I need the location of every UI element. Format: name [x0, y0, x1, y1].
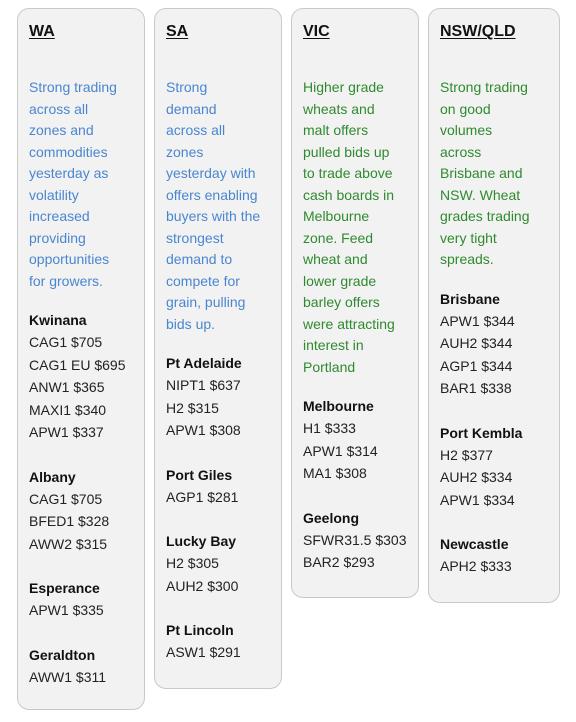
- grade-price: AUH2 $334: [440, 469, 513, 485]
- port-block: [166, 464, 281, 509]
- grade-price: AWW2 $315: [29, 535, 108, 552]
- grade-price: MA1 $308: [303, 465, 367, 481]
- market-commentary: [166, 77, 281, 335]
- commentary-line: across: [440, 143, 482, 160]
- commentary-line: volatility: [29, 186, 79, 203]
- commentary-line: cash boards in: [303, 186, 395, 203]
- commentary-line: Strong trading: [440, 79, 528, 95]
- commentary-line: barley offers: [303, 294, 380, 310]
- port-name: Melbourne: [303, 398, 374, 414]
- commentary-line: grades trading: [440, 208, 530, 224]
- port-name: Lucky Bay: [166, 533, 237, 549]
- grade-price: AUH2 $344: [440, 335, 513, 351]
- commentary-line: spreads.: [440, 251, 494, 267]
- commentary-line: Strong: [166, 79, 208, 95]
- commentary-line: wheats and: [303, 100, 375, 117]
- commentary-line: to trade above: [303, 165, 393, 181]
- commentary-line: wheat and: [303, 251, 368, 267]
- commentary-line: malt offers: [303, 122, 369, 138]
- commentary-line: increased: [29, 208, 90, 224]
- commentary-line: commodities: [29, 143, 108, 160]
- state-card-nsw-qld: [428, 8, 560, 603]
- commentary-line: buyers with the: [166, 208, 261, 224]
- port-block: [29, 466, 144, 556]
- port-name: Geelong: [303, 509, 360, 526]
- commentary-line: across all: [29, 100, 89, 117]
- commentary-line: Portland: [303, 358, 356, 375]
- grade-price: CAG1 $705: [29, 334, 103, 350]
- grade-price: BAR2 $293: [303, 554, 375, 570]
- state-card-sa: [154, 8, 282, 689]
- grade-price: H1 $333: [303, 420, 356, 436]
- commentary-line: pulled bids up: [303, 143, 390, 160]
- state-heading: VIC: [303, 23, 330, 40]
- port-block: [29, 309, 144, 444]
- grade-price: H2 $377: [440, 446, 493, 463]
- state-card-vic: [291, 8, 419, 598]
- grade-price: AWW1 $311: [29, 668, 107, 685]
- port-block: [440, 422, 559, 512]
- grade-price: CAG1 EU $695: [29, 356, 126, 373]
- grade-price: CAG1 $705: [29, 490, 103, 507]
- commentary-line: yesterday with: [166, 165, 256, 181]
- grade-price: APW1 $344: [440, 312, 515, 329]
- commentary-line: demand: [166, 100, 217, 117]
- commentary-line: for growers.: [29, 272, 103, 289]
- port-block: [166, 352, 281, 442]
- port-name: Newcastle: [440, 536, 509, 552]
- grade-price: APW1 $334: [440, 491, 515, 508]
- port-name: Port Giles: [166, 466, 233, 483]
- commentary-line: Melbourne: [303, 208, 370, 224]
- commentary-line: Strong trading: [29, 79, 117, 95]
- port-block: [440, 288, 559, 400]
- port-block: [29, 577, 144, 622]
- grade-price: AGP1 $344: [440, 357, 513, 374]
- grade-price: BFED1 $328: [29, 513, 110, 529]
- port-block: [440, 533, 559, 578]
- commentary-line: Higher grade: [303, 79, 384, 95]
- port-name: Albany: [29, 468, 76, 485]
- grade-price: AGP1 $281: [166, 488, 239, 505]
- commentary-line: compete for: [166, 272, 240, 289]
- commentary-line: were attracting: [303, 315, 395, 332]
- grade-price: H2 $305: [166, 555, 219, 571]
- commentary-line: strongest: [166, 229, 224, 246]
- port-name: Pt Lincoln: [166, 622, 234, 638]
- grade-price: APW1 $308: [166, 422, 241, 438]
- state-heading: SA: [166, 23, 189, 40]
- commentary-line: across all: [166, 122, 226, 138]
- grade-price: AUH2 $300: [166, 577, 239, 594]
- commentary-line: zone. Feed: [303, 229, 374, 246]
- grade-price: APW1 $337: [29, 424, 104, 440]
- commentary-line: zones and: [29, 122, 94, 138]
- port-block: [166, 619, 281, 664]
- commentary-line: opportunities: [29, 251, 110, 267]
- port-name: Port Kembla: [440, 424, 523, 441]
- commentary-line: Brisbane and: [440, 165, 523, 181]
- commentary-line: on good: [440, 100, 491, 117]
- grade-price: NIPT1 $637: [166, 377, 241, 393]
- port-block: [166, 530, 281, 597]
- port-name: Kwinana: [29, 312, 87, 328]
- grade-price: ASW1 $291: [166, 644, 241, 660]
- commentary-line: offers enabling: [166, 186, 258, 203]
- commentary-line: demand to: [166, 251, 233, 267]
- state-card-wa: [17, 8, 145, 710]
- market-commentary: [440, 77, 559, 271]
- port-block: [29, 644, 144, 689]
- commentary-line: lower grade: [303, 272, 377, 289]
- port-name: Esperance: [29, 580, 100, 596]
- grade-price: BAR1 $338: [440, 380, 512, 396]
- market-commentary: [29, 77, 144, 292]
- state-heading: NSW/QLD: [440, 23, 516, 40]
- commentary-line: volumes: [440, 122, 493, 138]
- commentary-line: zones: [166, 143, 204, 160]
- port-block: [303, 395, 418, 485]
- commentary-line: bids up.: [166, 315, 216, 332]
- port-block: [303, 507, 418, 574]
- grade-price: APW1 $335: [29, 602, 104, 618]
- grade-price: APW1 $314: [303, 442, 378, 459]
- commentary-line: interest in: [303, 337, 364, 353]
- commentary-line: providing: [29, 229, 86, 246]
- state-heading: WA: [29, 23, 55, 40]
- commentary-line: yesterday as: [29, 165, 109, 181]
- commentary-line: grain, pulling: [166, 294, 246, 310]
- grade-price: H2 $315: [166, 399, 219, 416]
- port-name: Brisbane: [440, 290, 500, 307]
- commentary-line: very tight: [440, 229, 497, 246]
- commentary-line: NSW. Wheat: [440, 186, 521, 203]
- market-commentary: [303, 77, 418, 378]
- grade-price: ANW1 $365: [29, 379, 105, 395]
- port-name: Geraldton: [29, 646, 96, 663]
- grade-price: MAXI1 $340: [29, 401, 107, 418]
- grade-price: SFWR31.5 $303: [303, 531, 407, 548]
- port-name: Pt Adelaide: [166, 355, 242, 371]
- grade-price: APH2 $333: [440, 558, 512, 574]
